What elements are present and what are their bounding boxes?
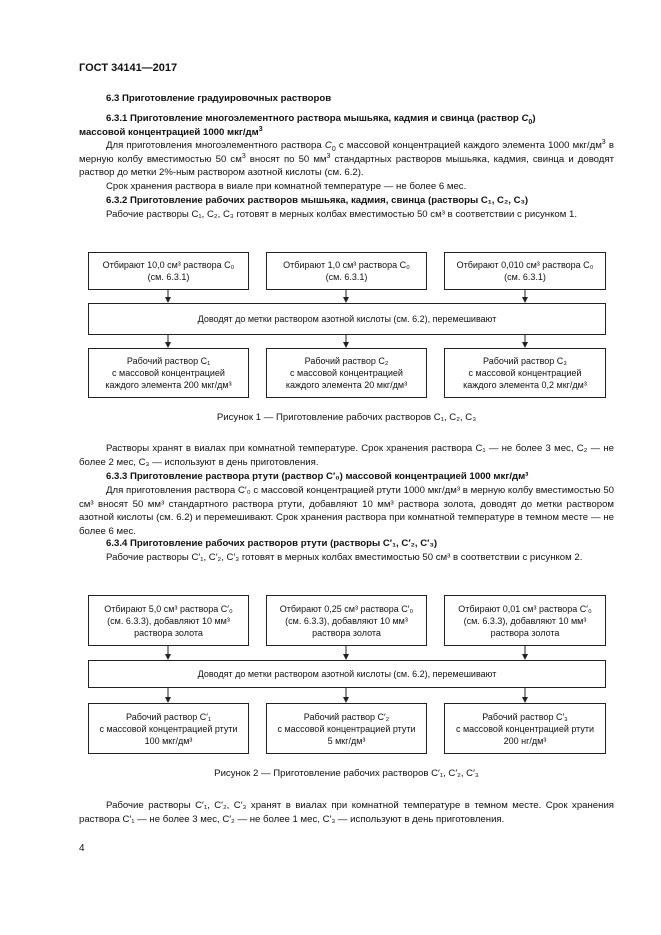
fig2-middle-box (88, 660, 606, 688)
fig1-bottom-1-line3: каждого элемента 200 мкг/дм³ (105, 380, 232, 390)
fig2-top-3-line2: (см. 6.3.3), добавляют 10 мм³ (463, 615, 587, 626)
fig2-bottom-2-line3: 5 мкг/дм³ (327, 735, 366, 746)
s634-paragraph: Рабочие растворы C′₁, C′₂, C′₃ готовят в мерных колбах вместимостью 50 см³ в соответствии с рисунком 2. (106, 552, 583, 563)
section-title: 6.3 Приготовление градуировочных растворов (106, 93, 332, 104)
fig2-caption: Рисунок 2 — Приготовление рабочих растворов C′₁, C′₂, C′₃ (214, 768, 479, 779)
s631-p1-b: с массовой концентрацией каждого элемента 1000 мкг/дм (335, 140, 602, 151)
s631-p1-a: Для приготовления многоэлементного раствора (106, 140, 325, 151)
fig1-bottom-2-line1: Рабочий раствор C₂ (304, 356, 389, 366)
fig2-bottom-box-3 (444, 703, 606, 754)
fig2-top-2-line3: раствора золота (312, 627, 381, 638)
fig1-bottom-2-line3: каждого элемента 20 мкг/дм³ (285, 380, 408, 390)
fig2-bottom-1-line3: 100 мкг/дм³ (144, 735, 193, 746)
fig1-bottom-1-line2: с массовой концентрацией (112, 368, 225, 378)
fig1-top-2-line1: Отбирают 1,0 см³ раствора C₀ (283, 260, 410, 270)
s634-title: 6.3.4 Приготовление рабочих растворов ртути (растворы C′₁, C′₂, C′₃) (106, 538, 438, 549)
after-fig1-paragraph: Растворы хранят в виалах при комнатной температуре. Срок хранения раствора C₁ — не более 3 мес, C₂ — не более 2 мес, C₃ — используют в день приготовления. (79, 443, 614, 468)
fig2-top-1-line1: Отбирают 5,0 см³ раствора C′₀ (104, 603, 233, 614)
s633-title: 6.3.3 Приготовление раствора ртути (раствор C′₀) массовой концентрацией 1000 мкг/дм³ (106, 471, 529, 482)
fig2-top-3-line3: раствора золота (490, 627, 560, 638)
fig2-top-3-line1: Отбирают 0,01 см³ раствора C′₀ (458, 603, 592, 614)
fig2-bottom-1-line1: Рабочий раствор C′₁ (126, 711, 211, 722)
s631-title-line2: массовой концентрацией 1000 мкг/дм (79, 126, 259, 138)
s631-title-text: 6.3.1 Приготовление многоэлементного раствора мышьяка, кадмия и свинца (раствор (106, 113, 522, 124)
fig1-top-1-line1: Отбирают 10,0 см³ раствора C₀ (102, 260, 235, 270)
document-id: ГОСТ 34141—2017 (79, 62, 178, 74)
s631-title-subscript: 0 (528, 118, 533, 126)
s631-p1-symbol: C (324, 140, 332, 151)
s633-paragraph: Для приготовления раствора C′₀ с массовой концентрацией ртути 1000 мкг/дм³ в мерную колбу вместимостью 50 см³ вносят 50 мм³ стандартного раствора ртути, добавляют 10 мм³ раствора золота, доводят до метки раствором азотной кислоты (см. 6.2) и перемешивают. Срок хранения раствора при комнатной температуре в темном месте — не более 6 мес. (79, 485, 614, 537)
fig1-bottom-2-line2: с массовой концентрацией (290, 368, 403, 378)
fig1-middle-text: Доводят до метки раствором азотной кислоты (см. 6.2), перемешивают (197, 314, 497, 324)
fig2-bottom-1-line2: с массовой концентрацией ртути (99, 723, 238, 734)
s631-p1-sup3: 3 (326, 152, 331, 160)
fig2-bottom-2-line2: с массовой концентрацией ртути (277, 723, 416, 734)
s631-title-superscript: 3 (258, 125, 263, 133)
s631-p1-d: вносят по 50 мм (245, 153, 327, 165)
fig2-middle-text: Доводят до метки раствором азотной кислоты (см. 6.2), перемешивают (197, 669, 497, 679)
s631-p1-c: в мерную колбу вместимостью 50 см (79, 140, 614, 165)
fig2-top-2-line1: Отбирают 0,25 см³ раствора C′₀ (279, 603, 414, 614)
s632-paragraph: Рабочие растворы C₁, C₂, C₃ готовят в мерных колбах вместимостью 50 см³ в соответствии с рисунком 1. (106, 209, 577, 220)
fig1-bottom-3-line2: с массовой концентрацией (468, 368, 582, 378)
page-number: 4 (79, 843, 85, 854)
fig2-bottom-2-line1: Рабочий раствор C′₂ (303, 711, 390, 722)
fig1-top-3-line1: Отбирают 0,010 см³ раствора C₀ (456, 260, 594, 270)
s631-title-close: ) (532, 113, 536, 124)
fig2-top-box-2 (266, 595, 427, 646)
after-fig2-paragraph: Рабочие растворы C′₁, C′₂, C′₃ хранят в виалах при комнатной температуре в темном месте. Срок хранения раствора C′₁ — не более 3 мес, C′₂ — не более 1 мес, C′₃ — используют в день приготовления. (79, 800, 614, 825)
fig2-top-2-line2: (см. 6.3.3), добавляют 10 мм³ (285, 615, 408, 626)
fig2-bottom-3-line3: 200 нг/дм³ (503, 735, 547, 746)
fig1-bottom-3-line1: Рабочий раствор C₃ (483, 356, 567, 366)
fig2-top-1-line3: раствора золота (134, 627, 203, 638)
fig1-top-3-line2: (см. 6.3.1) (504, 272, 546, 282)
fig2-bottom-3-line2: с массовой концентрацией ртути (455, 723, 595, 734)
fig2-top-1-line2: (см. 6.3.3), добавляют 10 мм³ (107, 615, 230, 626)
s631-p1-subscript: 0 (331, 145, 336, 153)
fig1-caption: Рисунок 1 — Приготовление рабочих растворов C₁, C₂, C₃ (216, 412, 477, 423)
fig1-bottom-3-line3: каждого элемента 0,2 мкг/дм³ (463, 380, 587, 390)
fig1-top-1-line2: (см. 6.3.1) (147, 272, 190, 282)
fig2-top-box-1 (88, 595, 249, 646)
s631-p1-e: стандартных растворов мышьяка, кадмия, свинца и доводят раствор до метки 2%-ным раствором азотной кислоты (см. 6.2). (79, 153, 614, 179)
fig2-bottom-3-line1: Рабочий раствор C′₃ (482, 711, 568, 722)
fig1-top-2-line2: (см. 6.3.1) (325, 272, 368, 282)
fig2-bottom-box-2 (266, 703, 427, 754)
s631-storage: Срок хранения раствора в виале при комнатной температуре — не более 6 мес. (106, 181, 467, 192)
s631-title-symbol: C (521, 113, 529, 124)
s632-title: 6.3.2 Приготовление рабочих растворов мышьяка, кадмия, свинца (растворы C₁, C₂, C₃) (106, 195, 529, 206)
fig2-top-box-3 (444, 595, 606, 646)
fig2-bottom-box-1 (88, 703, 249, 754)
fig1-bottom-1-line1: Рабочий раствор C₁ (126, 356, 211, 366)
s631-p1-sup2: 3 (241, 152, 246, 160)
s631-p1-sup: 3 (601, 138, 606, 146)
